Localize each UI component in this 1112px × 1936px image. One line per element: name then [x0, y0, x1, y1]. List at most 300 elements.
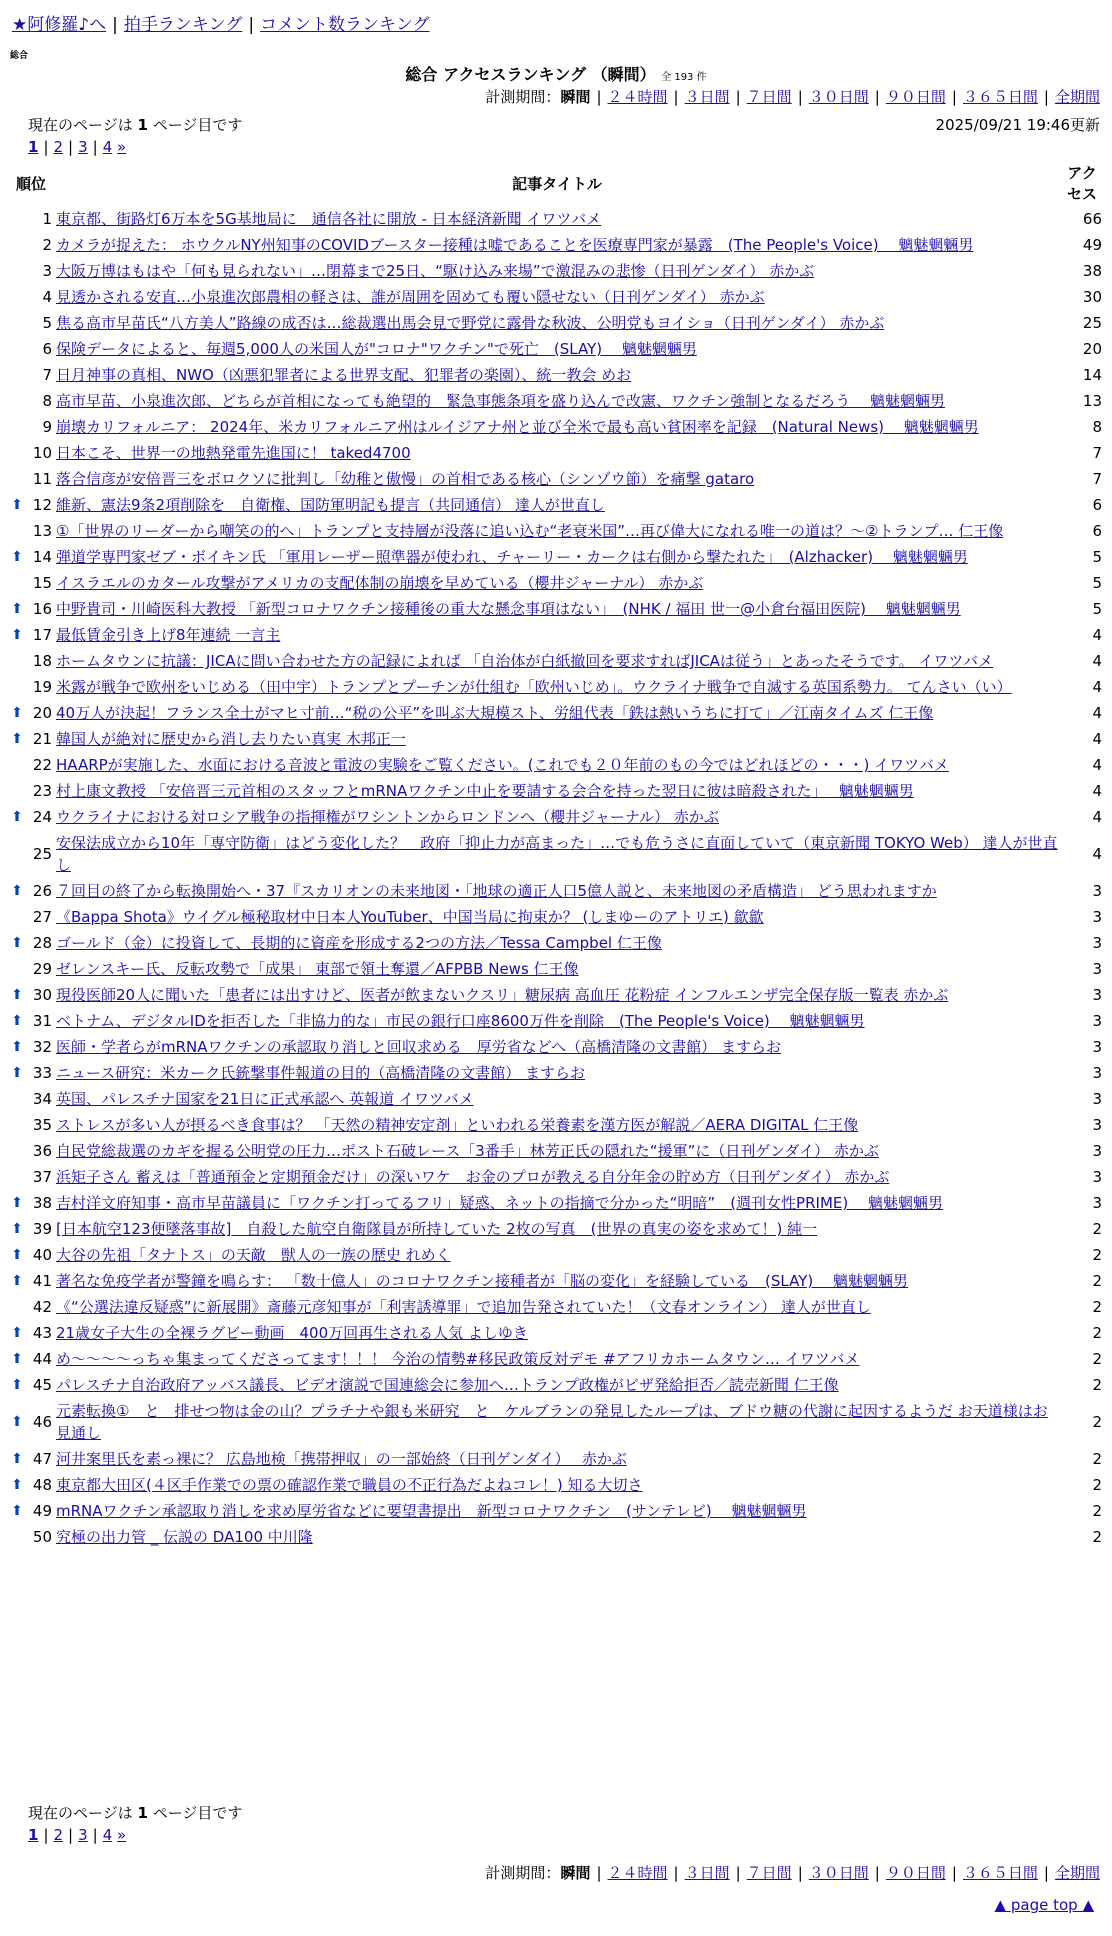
page-info-suffix: ページ目です — [152, 116, 243, 134]
rank-up-icon: ⬆ — [11, 1503, 23, 1519]
rank-up-icon: ⬆ — [11, 627, 23, 643]
article-title-link[interactable]: 米露が戦争で欧州をいじめる（田中宇）トランプとプーチンが仕組む「欧州いじめ」。ウクライナ戦争で自滅する英国系勢力。 てんさい（い） — [56, 678, 1012, 696]
period-separator: | — [951, 1864, 957, 1882]
table-row — [8, 1346, 1104, 1372]
rank-up-icon: ⬆ — [11, 705, 23, 721]
table-row — [8, 752, 1104, 778]
period-separator: | — [874, 1864, 880, 1882]
article-title-link[interactable]: ニュース研究：米カーク氏銃撃事件報道の目的（高橋清隆の文書館） ますらお — [56, 1064, 586, 1082]
table-row — [8, 596, 1104, 622]
rank-up-icon: ⬆ — [11, 809, 23, 825]
access-count: 6 — [1092, 496, 1102, 514]
article-title-link[interactable]: HAARPが実施した、水面における音波と電波の実験をご覧ください。(これでも２０年前のもの今ではどれほどの・・・) イワツバメ — [56, 756, 949, 774]
article-title-cell — [54, 1008, 1060, 1034]
period-option: 瞬間 — [560, 88, 591, 106]
access-count: 3 — [1092, 934, 1102, 952]
rank-number: 43 — [32, 1324, 52, 1342]
access-count: 2 — [1092, 1298, 1102, 1316]
page-title: 総合 アクセスランキング （瞬間） — [405, 65, 656, 84]
article-title-link[interactable]: 日本こそ、世界一の地熱発電先進国に！ taked4700 — [56, 444, 411, 462]
period-separator: | — [951, 88, 957, 106]
article-title-link[interactable]: ベトナム、デジタルIDを拒否した「非協力的な」市民の銀行口座8600万件を削除 (The People's Voice) 魑魅魍魎男 — [56, 1012, 865, 1030]
access-count: 20 — [1082, 340, 1102, 358]
rank-up-icon: ⬆ — [11, 1065, 23, 1081]
period-option[interactable]: ３６５日間 — [962, 1864, 1038, 1882]
article-title-cell — [54, 1294, 1060, 1320]
rank-number: 40 — [32, 1246, 52, 1264]
article-title-link[interactable]: 究極の出力管 _ 伝説の DA100 中川隆 — [56, 1528, 313, 1546]
page-info-number: 1 — [137, 116, 148, 134]
access-count: 2 — [1092, 1272, 1102, 1290]
page-link[interactable]: 2 — [53, 1826, 64, 1844]
table-row — [8, 1294, 1104, 1320]
period-separator: | — [797, 88, 803, 106]
rank-number: 46 — [32, 1413, 52, 1431]
article-title-link[interactable]: 維新、憲法9条2項削除を 自衛権、国防軍明記も提言（共同通信） 達人が世直し — [56, 496, 605, 514]
rank-icon-empty — [8, 1138, 26, 1164]
table-row — [8, 1086, 1104, 1112]
access-count: 5 — [1092, 600, 1102, 618]
access-count: 3 — [1092, 1090, 1102, 1108]
article-title-cell — [54, 878, 1060, 904]
article-title-link[interactable]: ゴールド（金）に投資して、長期的に資産を形成する2つの方法／Tessa Campbel 仁王像 — [56, 934, 662, 952]
rank-icon-empty — [8, 1086, 26, 1112]
rank-icon-empty — [8, 362, 26, 388]
rank-number: 28 — [32, 934, 52, 952]
nav-separator: | — [112, 15, 118, 35]
page-link[interactable]: 1 — [28, 1826, 39, 1844]
page-link[interactable]: 3 — [78, 1826, 88, 1844]
page-next-link[interactable]: » — [117, 138, 127, 156]
article-title-cell — [54, 752, 1060, 778]
rank-icon-empty — [8, 1112, 26, 1138]
access-count: 3 — [1092, 1064, 1102, 1082]
table-row — [8, 1060, 1104, 1086]
page-link[interactable]: 2 — [53, 138, 64, 156]
table-row — [8, 284, 1104, 310]
article-title-link[interactable]: 21歳女子大生の全裸ラグビー動画 400万回再生される人気 よしゆき — [56, 1324, 528, 1342]
article-title-cell — [54, 362, 1060, 388]
rank-number: 42 — [32, 1298, 52, 1316]
page-link[interactable]: 4 — [102, 1826, 113, 1844]
article-title-cell — [54, 206, 1060, 232]
page-separator: | — [68, 138, 74, 156]
rank-up-icon: ⬆ — [11, 1013, 23, 1029]
rank-number: 16 — [32, 600, 52, 618]
article-title-link[interactable]: 医師・学者らがmRNAワクチンの承認取り消しと回収求める 厚労省などへ（高橋清隆の文書館） ますらお — [56, 1038, 781, 1056]
rank-number: 44 — [32, 1350, 52, 1368]
rank-number: 15 — [32, 574, 52, 592]
page-link[interactable]: 4 — [102, 138, 113, 156]
rank-number: 34 — [32, 1090, 52, 1108]
access-count: 3 — [1092, 882, 1102, 900]
table-row — [8, 466, 1104, 492]
access-count: 3 — [1092, 1194, 1102, 1212]
article-title-cell — [54, 904, 1060, 930]
article-title-link[interactable]: ①「世界のリーダーから嘲笑の的へ」トランプと支持層が没落に追い込む“老衰米国”…再び偉大になれる唯一の道は？～②トランプ… 仁王像 — [56, 522, 1004, 540]
article-title-cell — [54, 674, 1060, 700]
article-title-link[interactable]: カメラが捉えた： ホウクルNY州知事のCOVIDブースター接種は嘘であることを医療専門家が暴露 (The People's Voice) 魑魅魍魎男 — [56, 236, 974, 254]
article-title-cell — [54, 930, 1060, 956]
article-title-cell — [54, 1346, 1060, 1372]
article-title-link[interactable]: 見透かされる安直…小泉進次郎農相の軽さは、誰が周囲を固めても覆い隠せない（日刊ゲンダイ） 赤かぶ — [56, 288, 765, 306]
rank-number: 17 — [32, 626, 52, 644]
article-title-link[interactable]: 高市早苗、小泉進次郎、どちらが首相になっても絶望的 緊急事態条項を盛り込んで改憲、ワクチン強制となるだろう 魑魅魍魎男 — [56, 392, 946, 410]
rank-number: 48 — [32, 1476, 52, 1494]
article-title-cell — [54, 830, 1060, 878]
rank-icon-empty — [8, 232, 26, 258]
period-selector-bottom — [485, 1862, 1100, 1883]
period-option[interactable]: ７日間 — [746, 88, 792, 106]
period-option[interactable]: ９０日間 — [885, 88, 946, 106]
period-option[interactable]: ２４時間 — [607, 1864, 668, 1882]
rank-number: 29 — [32, 960, 52, 978]
rank-number: 9 — [42, 418, 52, 436]
rank-up-icon: ⬆ — [11, 1195, 23, 1211]
rank-number: 5 — [42, 314, 52, 332]
table-row — [8, 1008, 1104, 1034]
table-row — [8, 388, 1104, 414]
access-count: 66 — [1082, 210, 1102, 228]
rank-number: 41 — [32, 1272, 52, 1290]
table-row — [8, 878, 1104, 904]
article-title-link[interactable]: 《Bappa Shota》ウイグル極秘取材中日本人YouTuber、中国当局に拘束か？ (しまゆーのアトリエ) 歙歙 — [56, 908, 764, 926]
access-count: 3 — [1092, 1168, 1102, 1186]
article-title-link[interactable]: 著名な免疫学者が警鐘を鳴らす： 「数十億人」のコロナワクチン接種者が「脳の変化」を経験している (SLAY) 魑魅魍魎男 — [56, 1272, 908, 1290]
page-separator: | — [43, 138, 49, 156]
rank-icon-empty — [8, 466, 26, 492]
rank-number: 18 — [32, 652, 52, 670]
table-row — [8, 830, 1104, 878]
article-title-link[interactable]: 焦る高市早苗氏“八方美人”路線の成否は…総裁選出馬会見で野党に露骨な秋波、公明党もヨイショ（日刊ゲンダイ） 赤かぶ — [56, 314, 885, 332]
period-separator: | — [1043, 88, 1049, 106]
page-info-number: 1 — [137, 1804, 148, 1822]
access-count: 5 — [1092, 574, 1102, 592]
table-row — [8, 1190, 1104, 1216]
article-title-cell — [54, 726, 1060, 752]
article-title-cell — [54, 440, 1060, 466]
access-count: 3 — [1092, 1116, 1102, 1134]
rank-icon-empty — [8, 518, 26, 544]
period-option[interactable]: ３日間 — [684, 1864, 730, 1882]
article-title-link[interactable]: 元素転換① と 排せつ物は金の山？プラチナや銀も米研究 と ケルブランの発見したループは、ブドウ糖の代謝に起因するようだ お天道様はお見通し — [56, 1402, 1048, 1442]
rank-icon-empty — [8, 388, 26, 414]
rank-icon-empty — [8, 648, 26, 674]
table-row — [8, 206, 1104, 232]
period-separator: | — [797, 1864, 803, 1882]
access-count: 7 — [1092, 470, 1102, 488]
rank-up-icon: ⬆ — [11, 935, 23, 951]
rank-icon-empty — [8, 1164, 26, 1190]
period-option[interactable]: ３６５日間 — [962, 88, 1038, 106]
article-title-link[interactable]: 現役医師20人に聞いた「患者には出すけど、医者が飲まないクスリ」糖尿病 高血圧 花粉症 インフルエンザ完全保存版一覧表 赤かぶ — [56, 986, 949, 1004]
rank-number: 27 — [32, 908, 52, 926]
page-separator: | — [68, 1826, 74, 1844]
period-label: 計測期間： — [485, 1864, 561, 1882]
article-title-cell — [54, 622, 1060, 648]
period-option[interactable]: ３０日間 — [808, 1864, 869, 1882]
page-title-line — [0, 62, 1112, 85]
article-title-cell — [54, 414, 1060, 440]
rank-number: 32 — [32, 1038, 52, 1056]
article-title-link[interactable]: 中野貴司・川崎医科大教授 「新型コロナワクチン接種後の重大な懸念事項はない」 (NHK / 福田 世一@小倉台福田医院) 魑魅魍魎男 — [56, 600, 961, 618]
page-separator: | — [92, 1826, 98, 1844]
rank-number: 7 — [42, 366, 52, 384]
page-info-suffix: ページ目です — [152, 1804, 243, 1822]
article-title-link[interactable]: 英国、パレスチナ国家を21日に正式承認へ 英報道 イワツバメ — [56, 1090, 474, 1108]
period-option[interactable]: 全期間 — [1054, 1864, 1100, 1882]
rank-icon-empty — [8, 674, 26, 700]
rank-number: 11 — [32, 470, 52, 488]
article-title-link[interactable]: 村上康文教授 「安倍晋三元首相のスタッフとmRNAワクチン中止を要請する会合を持った翌日に彼は暗殺された」 魑魅魍魎男 — [56, 782, 914, 800]
period-separator: | — [874, 88, 880, 106]
article-title-link[interactable]: 東京都大田区(４区手作業での票の確認作業で職員の不正行為だよねコレ！) 知る大切さ — [56, 1476, 643, 1494]
table-row — [8, 1034, 1104, 1060]
article-title-cell — [54, 570, 1060, 596]
access-count: 49 — [1082, 236, 1102, 254]
access-count: 3 — [1092, 908, 1102, 926]
rank-number: 23 — [32, 782, 52, 800]
table-row — [8, 1164, 1104, 1190]
rank-number: 2 — [42, 236, 52, 254]
article-title-cell — [54, 1498, 1060, 1524]
article-title-cell — [54, 1164, 1060, 1190]
access-count: 14 — [1082, 366, 1102, 384]
access-count: 2 — [1092, 1450, 1102, 1468]
access-count: 3 — [1092, 1038, 1102, 1056]
article-title-link[interactable]: mRNAワクチン承認取り消しを求め厚労省などに要望書提出 新型コロナワクチン (サンテレビ) 魑魅魍魎男 — [56, 1502, 807, 1520]
article-title-cell — [54, 388, 1060, 414]
article-title-link[interactable]: 浜矩子さん 蓄えは「普通預金と定期預金だけ」の深いワケ お金のプロが教える自分年金の貯め方（日刊ゲンダイ） 赤かぶ — [56, 1168, 890, 1186]
rank-up-icon: ⬆ — [11, 1414, 23, 1430]
article-title-link[interactable]: 日月神事の真相、NWO（凶悪犯罪者による世界支配、犯罪者の楽園）、統一教会 めお — [56, 366, 632, 384]
table-row — [8, 1372, 1104, 1398]
article-title-link[interactable]: ７回目の終了から転換開始へ・37『スカリオンの未来地図・「地球の適正人口5億人説と、未来地図の矛盾構造」 どう思われますか — [56, 882, 937, 900]
article-title-link[interactable]: 吉村洋文府知事・高市早苗議員に「ワクチン打ってるフリ」疑惑、ネットの指摘で分かった“明暗” (週刊女性PRIME) 魑魅魍魎男 — [56, 1194, 943, 1212]
table-row — [8, 1268, 1104, 1294]
article-title-cell — [54, 700, 1060, 726]
article-title-link[interactable]: ウクライナにおける対ロシア戦争の指揮権がワシントンからロンドンへ（櫻井ジャーナル） 赤かぶ — [56, 808, 719, 826]
table-row — [8, 700, 1104, 726]
rank-number: 45 — [32, 1376, 52, 1394]
page-link[interactable]: 3 — [78, 138, 88, 156]
article-title-link[interactable]: 保険データによると、毎週5,000人の米国人が"コロナ"ワクチン"で死亡 (SLAY) 魑魅魍魎男 — [56, 340, 697, 358]
rank-icon-empty — [8, 1294, 26, 1320]
article-title-link[interactable]: 河井案里氏を素っ裸に？ 広島地検「携帯押収」の一部始終（日刊ゲンダイ） 赤かぶ — [56, 1450, 627, 1468]
rank-number: 20 — [32, 704, 52, 722]
table-row — [8, 1138, 1104, 1164]
article-title-link[interactable]: 最低賃金引き上げ8年連続 一言主 — [56, 626, 281, 644]
page-top-link[interactable]: ▲ page top ▲ — [994, 1896, 1094, 1914]
article-title-link[interactable]: 安保法成立から10年「専守防衛」はどう変化した？ 政府「抑止力が高まった」…でも危うさに直面していて（東京新聞 TOKYO Web） 達人が世直し — [56, 834, 1058, 874]
access-count: 38 — [1082, 262, 1102, 280]
access-count: 4 — [1092, 756, 1102, 774]
rank-up-icon: ⬆ — [11, 1325, 23, 1341]
period-option[interactable]: ９０日間 — [885, 1864, 946, 1882]
article-title-cell — [54, 284, 1060, 310]
period-label: 計測期間： — [485, 88, 561, 106]
rank-up-icon: ⬆ — [11, 1477, 23, 1493]
rank-icon-empty — [8, 310, 26, 336]
rank-number: 19 — [32, 678, 52, 696]
table-row — [8, 570, 1104, 596]
article-title-link[interactable]: 大谷の先祖「タナトス」の天敵 獣人の一族の歴史 れめく — [56, 1246, 451, 1264]
rank-icon-empty — [8, 904, 26, 930]
table-row — [8, 492, 1104, 518]
rank-number: 4 — [42, 288, 52, 306]
access-count: 4 — [1092, 704, 1102, 722]
article-title-cell — [54, 1086, 1060, 1112]
period-option[interactable]: 全期間 — [1054, 88, 1100, 106]
table-header-row — [8, 160, 1104, 206]
access-count: 2 — [1092, 1324, 1102, 1342]
article-title-link[interactable]: 韓国人が絶対に歴史から消し去りたい真実 木邦正一 — [56, 730, 406, 748]
rank-up-icon: ⬆ — [11, 1351, 23, 1367]
access-count: 4 — [1092, 845, 1102, 863]
table-row — [8, 414, 1104, 440]
rank-icon-empty — [8, 284, 26, 310]
article-title-cell — [54, 778, 1060, 804]
period-option[interactable]: ３０日間 — [808, 88, 869, 106]
rank-icon-empty — [8, 206, 26, 232]
article-title-link[interactable]: 弾道学専門家ゼブ・ボイキン氏 「軍用レーザー照準器が使われ、チャーリー・カークは右側から撃たれた」 (Alzhacker) 魑魅魍魎男 — [56, 548, 968, 566]
period-separator: | — [735, 1864, 741, 1882]
header-rank: 順位 — [15, 174, 46, 193]
rank-number: 31 — [32, 1012, 52, 1030]
article-title-link[interactable]: パレスチナ自治政府アッバス議長、ビデオ演説で国連総会に参加へ…トランプ政権がビザ発給拒否／読売新聞 仁王像 — [56, 1376, 839, 1394]
access-count: 7 — [1092, 444, 1102, 462]
rank-icon-empty — [8, 778, 26, 804]
rank-icon-empty — [8, 956, 26, 982]
article-title-link[interactable]: め～～～～っちゃ集まってくださってます！！！ 今治の情勢#移民政策反対デモ #アフリカホームタウン… イワツバメ — [56, 1350, 860, 1368]
article-title-cell — [54, 466, 1060, 492]
table-row — [8, 1498, 1104, 1524]
period-option: 瞬間 — [560, 1864, 591, 1882]
table-row — [8, 518, 1104, 544]
access-count: 2 — [1092, 1246, 1102, 1264]
rank-number: 30 — [32, 986, 52, 1004]
period-selector-top — [485, 86, 1100, 107]
page-link[interactable]: 1 — [28, 138, 39, 156]
period-separator: | — [735, 88, 741, 106]
nav-clap-ranking[interactable]: 拍手ランキング — [123, 15, 243, 35]
article-title-cell — [54, 232, 1060, 258]
table-row — [8, 622, 1104, 648]
article-title-link[interactable]: ホームタウンに抗議：JICAに問い合わせた方の記録によれば 「自治体が白紙撤回を要求すればJICAは従う」とあったそうです。 イワツバメ — [56, 652, 994, 670]
access-count: 13 — [1082, 392, 1102, 410]
article-title-link[interactable]: ゼレンスキー氏、反転攻勢で「成果」 東部で領土奪還／AFPBB News 仁王像 — [56, 960, 579, 978]
article-title-cell — [54, 982, 1060, 1008]
period-separator: | — [1043, 1864, 1049, 1882]
article-title-cell — [54, 336, 1060, 362]
rank-up-icon: ⬆ — [11, 1039, 23, 1055]
table-row — [8, 544, 1104, 570]
rank-up-icon: ⬆ — [11, 1377, 23, 1393]
period-option[interactable]: ３日間 — [684, 88, 730, 106]
access-count: 4 — [1092, 730, 1102, 748]
table-row — [8, 258, 1104, 284]
rank-number: 12 — [32, 496, 52, 514]
rank-number: 36 — [32, 1142, 52, 1160]
rank-number: 13 — [32, 522, 52, 540]
rank-icon-empty — [8, 336, 26, 362]
article-title-cell — [54, 1190, 1060, 1216]
rank-icon-empty — [8, 570, 26, 596]
rank-icon-empty — [8, 1524, 26, 1550]
rank-icon-empty — [8, 258, 26, 284]
article-title-cell — [54, 956, 1060, 982]
page-separator: | — [43, 1826, 49, 1844]
article-title-link[interactable]: ストレスが多い人が摂るべき食事は？ 「天然の精神安定剤」といわれる栄養素を漢方医が解説／AERA DIGITAL 仁王像 — [56, 1116, 859, 1134]
access-count: 8 — [1092, 418, 1102, 436]
access-count: 25 — [1082, 314, 1102, 332]
article-title-cell — [54, 1372, 1060, 1398]
article-title-link[interactable]: 《“公選法違反疑惑”に新展開》斎藤元彦知事が「利害誘導罪」で追加告発されていた！（文春オンライン） 達人が世直し — [56, 1298, 871, 1316]
access-count: 3 — [1092, 1142, 1102, 1160]
article-title-cell — [54, 1446, 1060, 1472]
article-title-link[interactable]: [日本航空123便墜落事故] 自殺した航空自衛隊員が所持していた 2枚の写真 (世界の真実の姿を求めて！) 純一 — [56, 1220, 818, 1238]
rank-up-icon: ⬆ — [11, 731, 23, 747]
page-next-link[interactable]: » — [117, 1826, 127, 1844]
article-title-link[interactable]: 東京都、街路灯6万本を5G基地局に 通信各社に開放 - 日本経済新聞 イワツバメ — [56, 210, 602, 228]
rank-number: 47 — [32, 1450, 52, 1468]
table-row — [8, 1112, 1104, 1138]
pagination-top — [28, 138, 126, 156]
period-option[interactable]: ２４時間 — [607, 88, 668, 106]
rank-number: 25 — [32, 845, 52, 863]
access-count: 30 — [1082, 288, 1102, 306]
rank-number: 33 — [32, 1064, 52, 1082]
category-badge: 総合 — [10, 51, 29, 61]
rank-number: 14 — [32, 548, 52, 566]
nav-comment-ranking[interactable]: コメント数ランキング — [260, 15, 430, 35]
article-title-link[interactable]: 大阪万博はもはや「何も見られない」…閉幕まで25日、“駆け込み来場”で激混みの悲惨（日刊ゲンダイ） 赤かぶ — [56, 262, 815, 280]
rank-number: 10 — [32, 444, 52, 462]
table-row — [8, 1472, 1104, 1498]
article-title-cell — [54, 1398, 1060, 1446]
article-title-cell — [54, 596, 1060, 622]
access-count: 3 — [1092, 986, 1102, 1004]
access-count: 4 — [1092, 808, 1102, 826]
access-count: 3 — [1092, 1012, 1102, 1030]
rank-number: 26 — [32, 882, 52, 900]
rank-icon-empty — [8, 414, 26, 440]
access-count: 2 — [1092, 1476, 1102, 1494]
article-title-cell — [54, 1524, 1060, 1550]
access-count: 4 — [1092, 678, 1102, 696]
rank-up-icon: ⬆ — [11, 883, 23, 899]
article-title-cell — [54, 1320, 1060, 1346]
period-option[interactable]: ７日間 — [746, 1864, 792, 1882]
rank-number: 6 — [42, 340, 52, 358]
rank-up-icon: ⬆ — [11, 601, 23, 617]
access-count: 2 — [1092, 1502, 1102, 1520]
article-title-link[interactable]: 40万人が決起！フランス全土がマヒ寸前…“税の公平”を叫ぶ大規模スト、労組代表「鉄は熱いうちに打て」／江南タイムズ 仁王像 — [56, 704, 934, 722]
article-title-link[interactable]: 落合信彦が安倍晋三をボロクソに批判し「幼稚と傲慢」の首相である核心（シンゾウ節）を痛撃 gataro — [56, 470, 755, 488]
rank-number: 22 — [32, 756, 52, 774]
article-title-link[interactable]: 自民党総裁選のカギを握る公明党の圧力…ポスト石破レース「3番手」林芳正氏の隠れた“援軍”に（日刊ゲンダイ） 赤かぶ — [56, 1142, 879, 1160]
table-row — [8, 674, 1104, 700]
article-title-cell — [54, 1060, 1060, 1086]
table-row — [8, 310, 1104, 336]
period-separator: | — [673, 1864, 679, 1882]
article-title-cell — [54, 492, 1060, 518]
article-title-link[interactable]: イスラエルのカタール攻撃がアメリカの支配体制の崩壊を早めている（櫻井ジャーナル） 赤かぶ — [56, 574, 704, 592]
article-title-link[interactable]: 崩壊カリフォルニア： 2024年、米カリフォルニア州はルイジアナ州と並び全米で最も高い貧困率を記録 (Natural News) 魑魅魍魎男 — [56, 418, 979, 436]
rank-number: 21 — [32, 730, 52, 748]
access-count: 2 — [1092, 1413, 1102, 1431]
nav-asyura-home[interactable]: ★阿修羅♪へ — [12, 15, 107, 35]
